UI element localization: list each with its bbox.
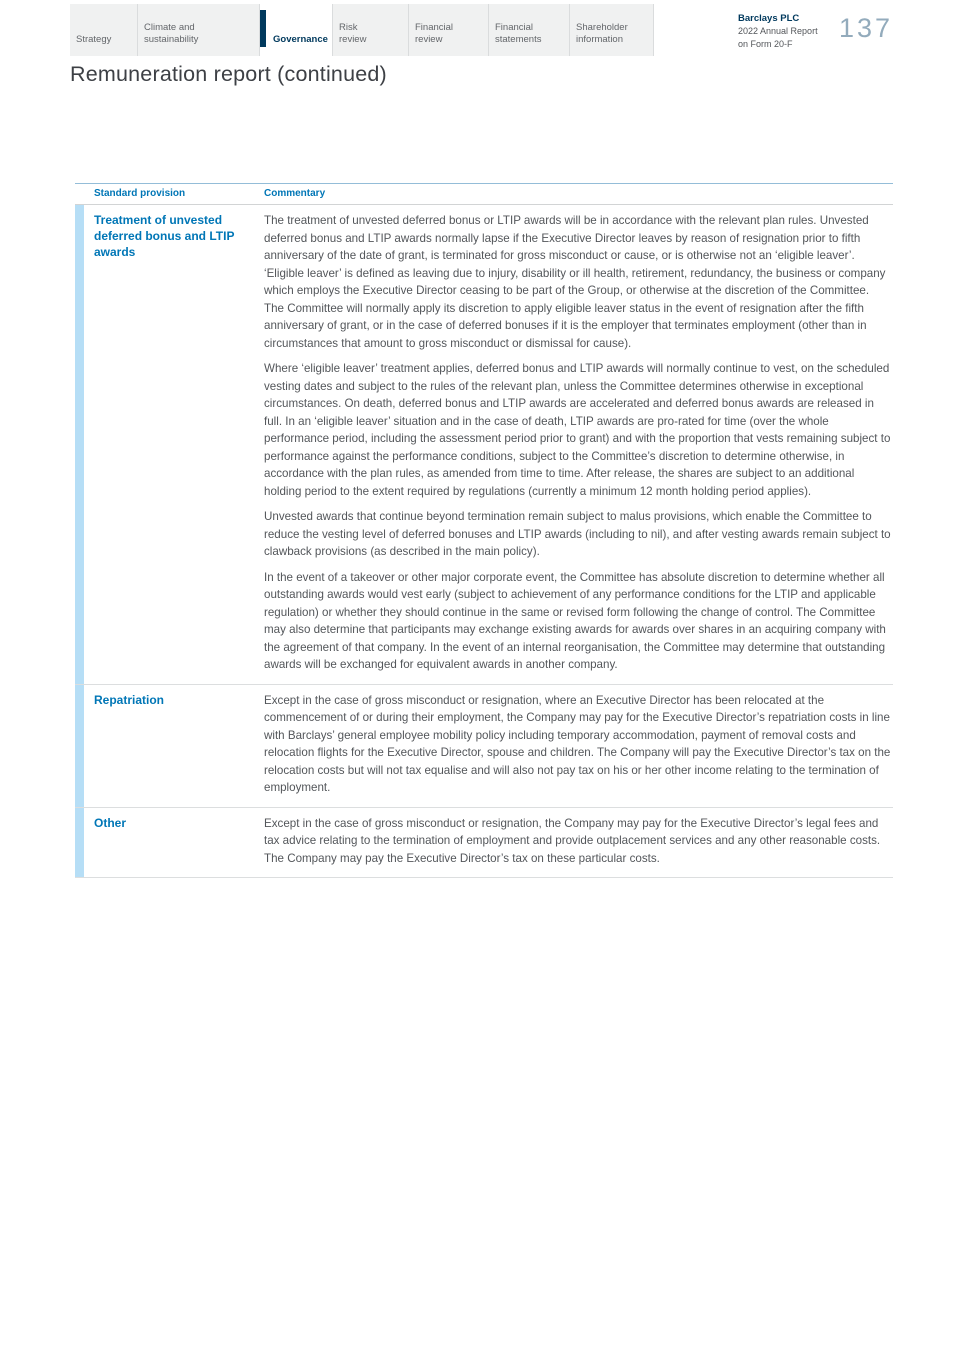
active-tab-marker: [260, 10, 266, 47]
report-brand-block: [738, 4, 818, 56]
brand-line3: on Form 20-F: [738, 39, 793, 50]
provision-title: Repatriation: [94, 692, 165, 707]
tab-label: Climate and sustainability: [144, 21, 199, 46]
section-tabs: [70, 4, 654, 56]
commentary-paragraph: Where ‘eligible leaver’ treatment applies, deferred bonus and LTIP awards will normally continue to vest, on the scheduled vesting dates and subject to the rules of the relevant plan, unless the Committee determines otherwise in exceptional circumstances. On death, deferred bonus and LTIP awards are accelerated and deferred bonus awards are released in full. In an ‘eligible leaver’ situation and in the case of death, LTIP awards are pro-rated for time (over the whole performance period, including the assessment period prior to grant) and with the proportion that vests remaining subject to performance against the performance conditions, subject to the Committee’s discretion to determine otherwise, in accordance with the plan rules, as amended from time to time. After release, the shares are subject to an additional holding period to the extent required by regulations (currently a minimum 12 month holding period applies).: [264, 362, 891, 498]
column-header-standard-provision: Standard provision: [94, 188, 186, 199]
row-accent-bar: [75, 205, 84, 684]
tab-climate-and-sustainability[interactable]: [138, 4, 260, 56]
commentary-paragraph: In the event of a takeover or other major corporate event, the Committee has absolute discretion to determine whether all outstanding awards would vest early (subject to achievement of any performance conditions for the LTIP and applicable regulation) or whether they should continue in the same or revised form following the change of control. The Committee may also determine that participants may exchange existing awards for awards over shares in an acquiring company with the agreement of that company. In the event of an internal reorganisation, the Committee may determine that outstanding awards will be exchanged for equivalent awards in another company.: [264, 570, 886, 671]
commentary-paragraph: The treatment of unvested deferred bonus or LTIP awards will be in accordance with the relevant plan rules. Unvested deferred bonus and LTIP awards normally lapse if the Executive Director leaves by reason of resignation prior to fifth anniversary of the date of grant, is terminated for gross misconduct or cause, or is otherwise not an ‘eligible leaver’. ‘Eligible leaver’ is defined as leaving due to injury, disability or ill health, retirement, redundancy, the business or company which employs the Executive Director ceasing to be part of the Group, or otherwise at the discretion of the Committee. The Committee will normally apply its discretion to apply eligible leaver status in the event of resignation after the fifth anniversary of grant, or in the case of deferred bonuses if it is the employer that terminates employment (other than in circumstances that amount to gross misconduct or dismissal for cause).: [264, 214, 886, 350]
tab-strategy[interactable]: [70, 4, 138, 56]
tab-label: Governance: [273, 34, 328, 46]
row-accent-bar: [75, 808, 84, 878]
column-header-commentary: Commentary: [264, 188, 326, 199]
table-header-row: [75, 184, 893, 205]
tab-financial-review[interactable]: [409, 4, 489, 56]
provisions-table: [75, 183, 893, 878]
tab-label: Financial statements: [495, 21, 542, 46]
table-row: [75, 685, 893, 808]
tab-risk-review[interactable]: [333, 4, 409, 56]
page-number: 137: [838, 13, 893, 43]
tab-shareholder-information[interactable]: [570, 4, 654, 56]
commentary-paragraph: Except in the case of gross misconduct or resignation, where an Executive Director has been relocated at the commencement of or during their employment, the Company may pay for the Executive Director’s repatriation costs in line with Barclays’ general employee mobility policy including temporary accommodation, payment of removal costs and relocation flights for the Executive Director, spouse and children. The Company will pay the Executive Director’s tax on the relocation costs but will not tax equalise and will also not pay tax on his or her other income relating to the termination of employment.: [264, 693, 891, 794]
table-row: [75, 808, 893, 879]
provision-title: Treatment of unvested deferred bonus and LTIP awards: [94, 213, 235, 259]
provision-title: Other: [94, 815, 127, 830]
tab-governance[interactable]: [260, 4, 333, 56]
top-nav: [70, 4, 893, 56]
tab-label: Shareholder information: [576, 21, 628, 46]
table-row: [75, 205, 893, 685]
brand-line2: 2022 Annual Report: [738, 26, 818, 37]
commentary-cell: [264, 815, 893, 868]
commentary-paragraph: Unvested awards that continue beyond termination remain subject to malus provisions, which enable the Committee to reduce the vesting level of deferred bonuses and LTIP awards (including to nil), and after vesting awards remain subject to clawback provisions (as described in the main policy).: [264, 510, 891, 558]
page-title: Remuneration report (continued): [70, 62, 387, 86]
commentary-cell: [264, 212, 893, 674]
tab-label: Financial review: [415, 21, 454, 46]
commentary-cell: [264, 692, 893, 797]
tab-label: Risk review: [339, 21, 367, 46]
row-accent-bar: [75, 685, 84, 807]
tab-financial-statements[interactable]: [489, 4, 570, 56]
tab-label: Strategy: [76, 34, 112, 46]
commentary-paragraph: Except in the case of gross misconduct or resignation, the Company may pay for the Executive Director’s legal fees and tax advice relating to the termination of employment and provide outplacement services and any other reasonable costs. The Company may pay the Executive Director’s tax on these particular costs.: [264, 816, 881, 865]
brand-name: Barclays PLC: [738, 13, 800, 24]
